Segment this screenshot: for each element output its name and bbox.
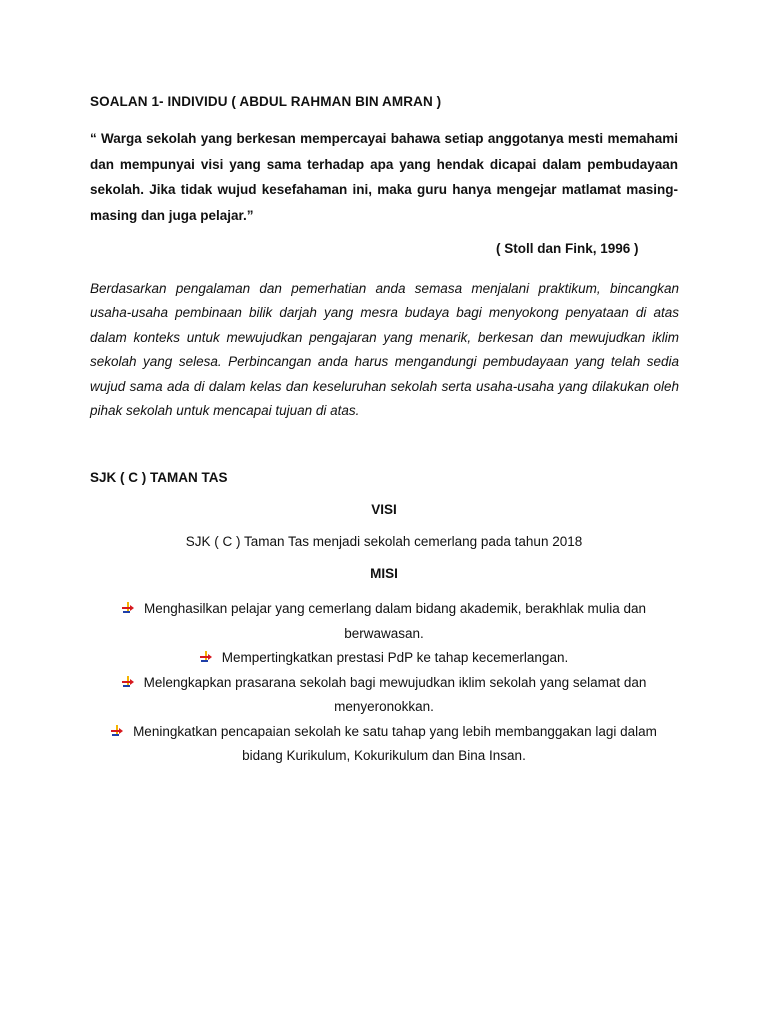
quote-citation: ( Stoll dan Fink, 1996 ) [496, 241, 639, 256]
question-paragraph: Berdasarkan pengalaman dan pemerhatian anda semasa menjalani praktikum, bincangkan usaha-usaha pembinaan bilik darjah yang mesra budaya bagi menyokong penyataan di atas dalam konteks untuk mewujudkan pengajaran yang menarik, berkesan dan mewujudkan iklim sekolah yang selesa. Perbincangan anda harus mengandungi pembudayaan yang telah sedia wujud sama ada di dalam kelas dan keseluruhan sekolah serta usaha-usaha yang dilakukan oleh pihak sekolah untuk mencapai tujuan di atas. [90, 281, 679, 419]
misi-item-text-continued: berwawasan. [344, 625, 424, 641]
misi-item-text-continued: menyeronokkan. [334, 699, 434, 714]
misi-title: MISI [370, 566, 398, 581]
assignment-heading: SOALAN 1- INDIVIDU ( ABDUL RAHMAN BIN AMRAN ) [90, 94, 442, 109]
misi-item-text-continued: bidang Kurikulum, Kokurikulum dan Bina Insan. [242, 748, 526, 763]
plus-arrow-bullet-icon [122, 676, 135, 688]
misi-item-3 [90, 671, 678, 720]
misi-list [90, 597, 678, 769]
school-name-heading: SJK ( C ) TAMAN TAS [90, 470, 228, 485]
visi-text: SJK ( C ) Taman Tas menjadi sekolah cemerlang pada tahun 2018 [185, 534, 583, 549]
misi-item-text: Menghasilkan pelajar yang cemerlang dalam bidang akademik, berakhlak mulia dan [143, 601, 647, 616]
quote-paragraph: “ Warga sekolah yang berkesan mempercayai bahawa setiap anggotanya mesti memahami dan mempunyai visi yang sama terhadap apa yang hendak dicapai dalam pembudayaan sekolah. Jika tidak wujud kesefahaman ini, maka guru hanya mengejar matlamat masing-masing dan juga pelajar.” [90, 131, 678, 223]
plus-arrow-bullet-icon [111, 725, 124, 737]
misi-item-4 [90, 720, 678, 769]
visi-title: VISI [371, 502, 397, 517]
misi-item-2 [90, 646, 678, 671]
misi-item-text: Meningkatkan pencapaian sekolah ke satu tahap yang lebih membanggakan lagi dalam [133, 723, 657, 739]
plus-arrow-bullet-icon [122, 602, 135, 614]
misi-item-text: Mempertingkatkan prestasi PdP ke tahap kecemerlangan. [221, 650, 569, 665]
plus-arrow-bullet-icon [200, 651, 213, 663]
misi-item-1 [90, 597, 678, 646]
misi-item-text: Melengkapkan prasarana sekolah bagi mewujudkan iklim sekolah yang selamat dan [143, 674, 647, 690]
